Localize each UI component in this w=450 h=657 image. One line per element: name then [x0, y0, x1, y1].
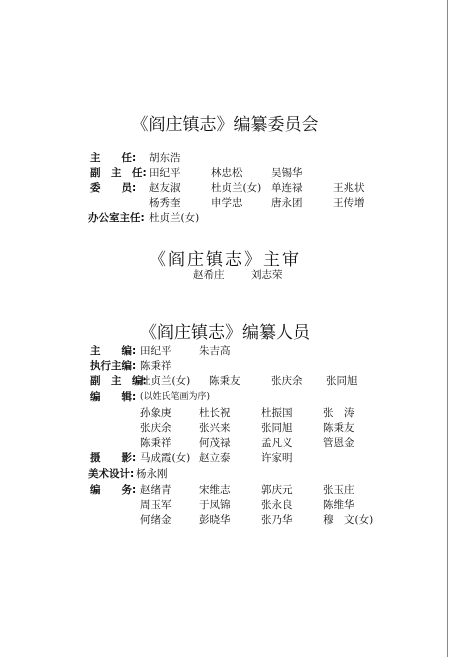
chief-editor-name: 朱吉高: [199, 345, 231, 357]
member-name: 单连禄: [271, 182, 303, 194]
photographer-name: 马成霞(女): [140, 452, 191, 464]
member-name: 申学忠: [211, 197, 243, 209]
editor-name: 张同旭: [261, 422, 293, 434]
editor-name: 杜长祝: [199, 407, 231, 419]
review-title: 《阎庄镇志》主审: [149, 250, 301, 270]
member-name: 唐永团: [271, 197, 303, 209]
director-label: 主 任:: [90, 152, 137, 164]
affairs-staff-name: 张永良: [261, 499, 293, 511]
committee-title: 《阎庄镇志》编纂委员会: [131, 115, 319, 135]
member-name: 杨秀奎: [149, 197, 181, 209]
deputy-director-label: 副 主 任:: [90, 167, 147, 179]
reviewer-name: 刘志荣: [251, 269, 283, 281]
editors-title: 《阎庄镇志》编纂人员: [140, 323, 310, 343]
editors-order-note: (以姓氏笔画为序): [140, 392, 211, 402]
affairs-staff-name: 张乃华: [261, 514, 293, 526]
editor-name: 孟凡义: [261, 437, 293, 449]
affairs-staff-name: 何绪金: [140, 514, 172, 526]
photography-label: 摄 影:: [90, 452, 137, 464]
editor-name: 陈秉祥: [140, 437, 172, 449]
director-name: 胡东浩: [149, 152, 181, 164]
affairs-staff-name: 郭庆元: [261, 484, 293, 496]
editor-name: 管恩金: [323, 437, 355, 449]
chief-editor-label: 主 编:: [90, 345, 137, 357]
editor-name: 张 涛: [323, 407, 355, 419]
deputy-editor-label: 副 主 编:: [90, 375, 147, 387]
affairs-staff-name: 于凤锦: [199, 499, 231, 511]
deputy-editor-name: 陈秉友: [209, 375, 241, 387]
affairs-staff-name: 穆 文(女): [323, 514, 374, 526]
affairs-staff-name: 彭晓华: [199, 514, 231, 526]
editor-name: 陈秉友: [323, 422, 355, 434]
deputy-director-name: 林忠松: [211, 167, 243, 179]
editor-name: 张兴来: [199, 422, 231, 434]
affairs-staff-name: 陈维华: [323, 499, 355, 511]
art-designer-name: 杨永刚: [136, 468, 168, 480]
member-name: 赵友淑: [149, 182, 181, 194]
editors-label: 编 辑:: [90, 391, 137, 403]
editor-name: 孙象庚: [140, 407, 172, 419]
office-director-name: 杜贞兰(女): [149, 212, 200, 224]
affairs-staff-name: 周玉军: [140, 499, 172, 511]
art-design-label: 美术设计:: [88, 468, 135, 480]
editor-name: 张庆余: [140, 422, 172, 434]
member-name: 王传增: [333, 197, 365, 209]
affairs-staff-name: 赵绪青: [140, 484, 172, 496]
member-name: 王兆状: [333, 182, 365, 194]
affairs-staff-name: 宋维志: [199, 484, 231, 496]
photographer-name: 赵立泰: [199, 452, 231, 464]
deputy-editor-name: 张同旭: [326, 375, 358, 387]
executive-editor-label: 执行主编:: [90, 360, 137, 372]
members-label: 委 员:: [90, 182, 137, 194]
affairs-staff-name: 张玉庄: [323, 484, 355, 496]
executive-editor-name: 陈秉祥: [140, 360, 172, 372]
chief-editor-name: 田纪平: [140, 345, 172, 357]
reviewer-name: 赵希庄: [193, 269, 225, 281]
editor-name: 杜振国: [261, 407, 293, 419]
deputy-editor-name: 杜贞兰(女): [140, 375, 191, 387]
member-name: 杜贞兰(女): [211, 182, 262, 194]
editorial-affairs-label: 编 务:: [90, 484, 137, 496]
deputy-director-name: 田纪平: [149, 167, 181, 179]
deputy-director-name: 吴锡华: [271, 167, 303, 179]
editor-name: 何茂禄: [199, 437, 231, 449]
office-director-label: 办公室主任:: [88, 212, 145, 224]
deputy-editor-name: 张庆余: [271, 375, 303, 387]
photographer-name: 许家明: [261, 452, 293, 464]
